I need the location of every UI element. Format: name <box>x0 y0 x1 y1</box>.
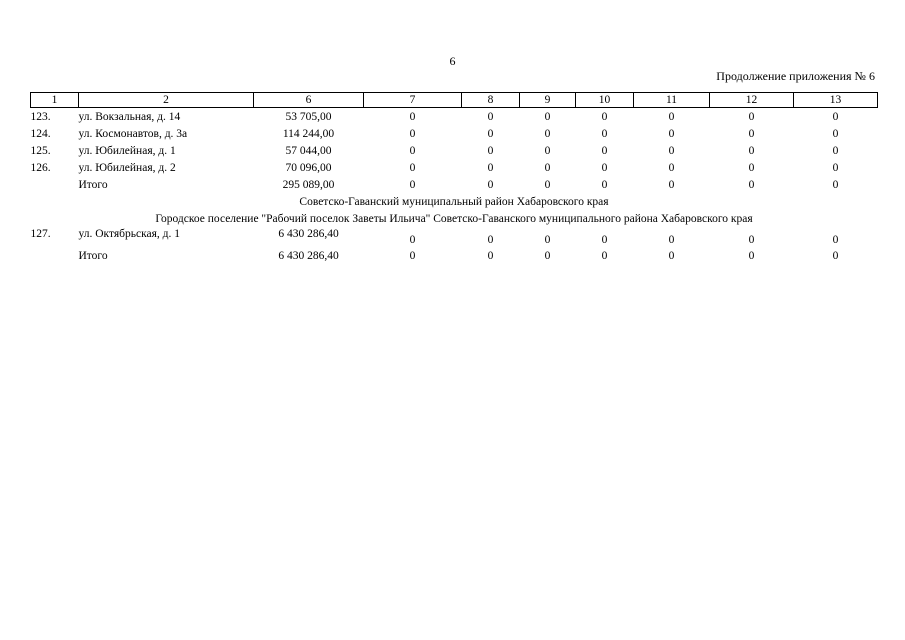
row-value: 0 <box>832 144 839 157</box>
total-label: Итого <box>78 178 108 191</box>
table-row <box>31 108 878 126</box>
row-number: 123. <box>30 110 51 123</box>
row-value: 0 <box>748 144 755 157</box>
column-header: 10 <box>576 93 634 108</box>
row-value: 0 <box>601 110 608 123</box>
column-header: 8 <box>462 93 520 108</box>
total-value: 0 <box>748 178 755 191</box>
row-value: 0 <box>487 144 494 157</box>
row-address: ул. Вокзальная, д. 14 <box>78 110 181 123</box>
column-header: 13 <box>794 93 878 108</box>
table-row <box>31 125 878 142</box>
total-value: 0 <box>544 249 551 262</box>
row-value: 0 <box>668 234 675 246</box>
row-number: 125. <box>30 144 51 157</box>
settlement-heading: Городское поселение "Рабочий поселок Заветы Ильича" Советско-Гаванского муниципального района Хабаровского края <box>155 212 753 225</box>
row-address: ул. Юбилейная, д. 1 <box>78 144 176 157</box>
row-value: 0 <box>832 234 839 246</box>
total-row <box>31 247 878 264</box>
row-value: 0 <box>544 144 551 157</box>
row-value: 0 <box>668 127 675 140</box>
row-value: 0 <box>409 127 416 140</box>
district-heading: Советско-Гаванский муниципальный район Хабаровского края <box>299 195 609 208</box>
continuation-label: Продолжение приложения № 6 <box>716 69 875 83</box>
row-value: 0 <box>668 110 675 123</box>
row-value: 0 <box>832 161 839 174</box>
row-amount: 114 244,00 <box>282 127 335 140</box>
column-header: 1 <box>31 93 79 108</box>
total-value: 0 <box>487 178 494 191</box>
row-value: 0 <box>544 161 551 174</box>
row-value: 0 <box>668 161 675 174</box>
row-value: 0 <box>487 110 494 123</box>
row-value: 0 <box>544 127 551 140</box>
row-value: 0 <box>601 234 608 246</box>
total-value: 0 <box>601 178 608 191</box>
row-value: 0 <box>748 127 755 140</box>
row-value: 0 <box>748 161 755 174</box>
row-value: 0 <box>832 127 839 140</box>
row-value: 0 <box>487 234 494 246</box>
row-value: 0 <box>748 234 755 246</box>
row-value: 0 <box>601 127 608 140</box>
row-value: 0 <box>601 161 608 174</box>
column-header: 6 <box>254 93 364 108</box>
column-header: 12 <box>710 93 794 108</box>
column-header: 7 <box>364 93 462 108</box>
row-value: 0 <box>544 110 551 123</box>
total-value: 0 <box>601 249 608 262</box>
total-amount: 6 430 286,40 <box>278 249 339 262</box>
row-amount: 57 044,00 <box>285 144 332 157</box>
row-amount: 53 705,00 <box>285 110 332 123</box>
row-value: 0 <box>409 234 416 246</box>
row-address: ул. Юбилейная, д. 2 <box>78 161 176 174</box>
total-value: 0 <box>668 249 675 262</box>
total-value: 0 <box>668 178 675 191</box>
section-heading-row <box>31 193 878 210</box>
column-header: 11 <box>634 93 710 108</box>
row-value: 0 <box>409 161 416 174</box>
page-number: 6 <box>449 54 456 68</box>
row-value: 0 <box>487 127 494 140</box>
row-value: 0 <box>748 110 755 123</box>
row-value: 0 <box>832 110 839 123</box>
row-number: 124. <box>30 127 51 140</box>
row-address: ул. Октябрьская, д. 1 <box>78 228 180 240</box>
row-amount: 6 430 286,40 <box>278 228 339 240</box>
total-value: 0 <box>409 178 416 191</box>
total-value: 0 <box>409 249 416 262</box>
row-number: 127. <box>30 228 51 240</box>
row-number: 126. <box>30 161 51 174</box>
row-value: 0 <box>544 234 551 246</box>
table-row <box>31 142 878 159</box>
total-value: 0 <box>832 249 839 262</box>
appendix-table <box>30 92 878 264</box>
total-value: 0 <box>487 249 494 262</box>
row-value: 0 <box>601 144 608 157</box>
section-heading-row <box>31 210 878 227</box>
column-header-row <box>31 93 878 108</box>
row-value: 0 <box>409 144 416 157</box>
total-value: 0 <box>748 249 755 262</box>
row-value: 0 <box>668 144 675 157</box>
total-label: Итого <box>78 249 108 262</box>
row-address: ул. Космонавтов, д. 3а <box>78 127 188 140</box>
column-header: 2 <box>79 93 254 108</box>
column-header: 9 <box>520 93 576 108</box>
table-row <box>31 159 878 176</box>
row-value: 0 <box>409 110 416 123</box>
total-row <box>31 176 878 193</box>
row-amount: 70 096,00 <box>285 161 332 174</box>
total-amount: 295 089,00 <box>282 178 335 191</box>
table-row <box>31 227 878 247</box>
total-value: 0 <box>544 178 551 191</box>
row-value: 0 <box>487 161 494 174</box>
total-value: 0 <box>832 178 839 191</box>
